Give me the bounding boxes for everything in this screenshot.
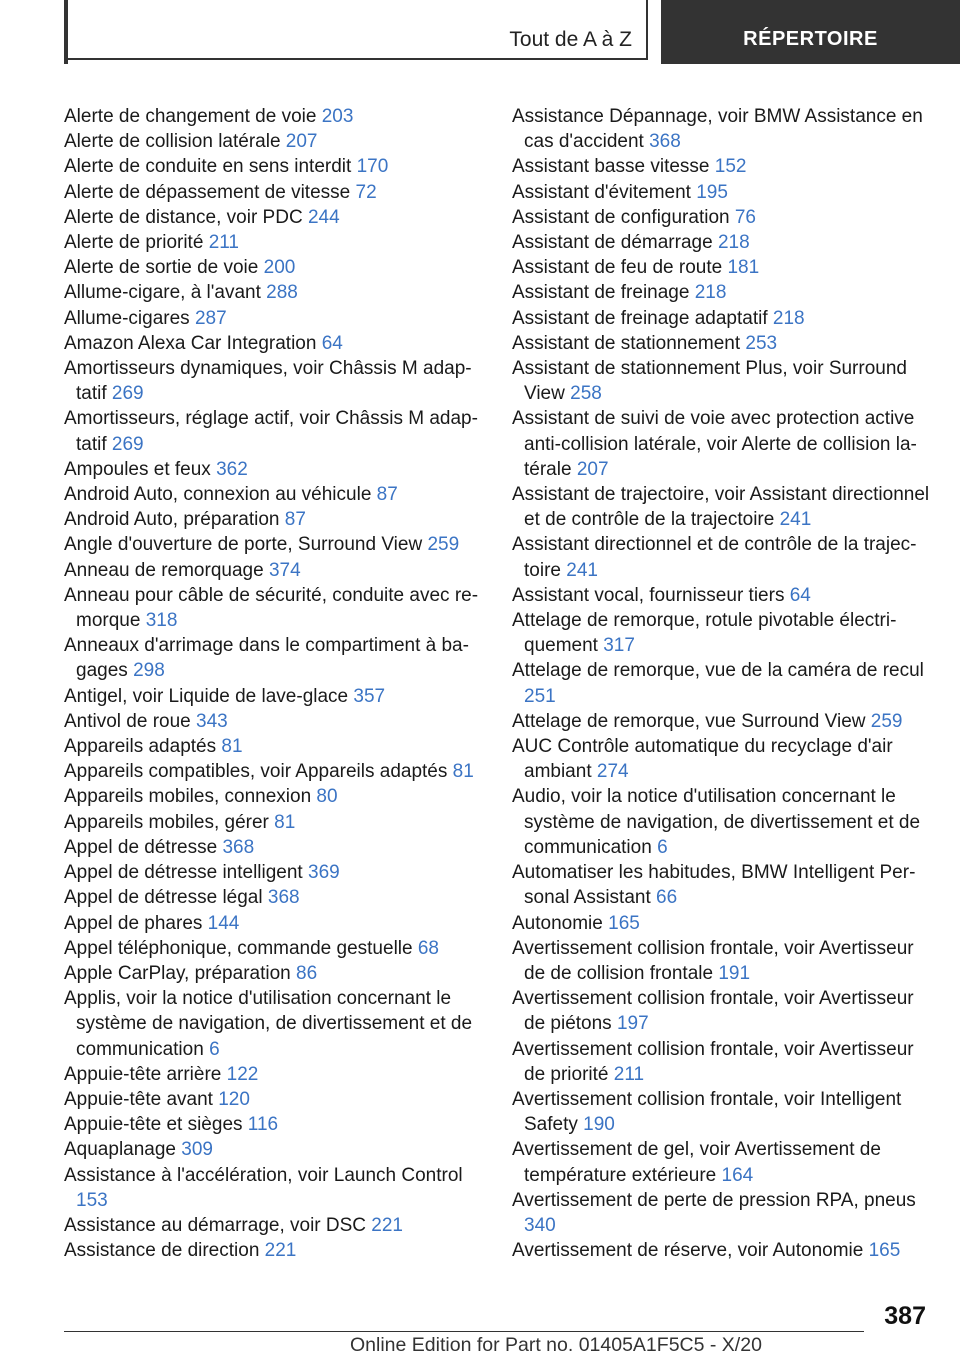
page-link[interactable]: 164 (721, 1164, 754, 1186)
index-entry (64, 885, 484, 910)
index-entry (64, 406, 484, 456)
index-entry (64, 104, 484, 129)
index-entry (512, 230, 932, 255)
index-entry (512, 406, 932, 482)
index-entry (64, 306, 484, 331)
index-entry (512, 306, 932, 331)
page-link[interactable]: 288 (266, 282, 298, 304)
index-entry (64, 911, 484, 936)
index-term: Allume-cigare, à l'avant (64, 282, 261, 304)
index-entry (512, 331, 932, 356)
index-term: Avertissement collision frontale, voir Avertisseur de piétons (512, 988, 914, 1035)
index-column-right (512, 104, 932, 1263)
index-entry (512, 1238, 932, 1263)
index-entry (64, 180, 484, 205)
page-link[interactable]: 152 (714, 156, 747, 178)
index-term: Antigel, voir Liquide de lave-glace (64, 685, 349, 707)
index-term: Assistant de suivi de voie avec protection active anti-collision latérale, voir Alerte de collision latérale (512, 408, 917, 480)
index-entry (64, 583, 484, 633)
index-term: Antivol de roue (64, 710, 191, 732)
index-entry (512, 154, 932, 179)
index-term: Assistant de trajectoire, voir Assistant directionnel et de contrôle de la trajectoire (512, 484, 930, 531)
index-term: Alerte de distance, voir PDC (64, 206, 303, 228)
index-term: Anneau pour câble de sécurité, conduite avec remorque (64, 584, 479, 632)
index-entry (512, 1087, 932, 1137)
index-entry (64, 280, 484, 305)
index-term: Assistant de stationnement (512, 332, 741, 354)
index-term: Assistance de direction (64, 1240, 260, 1262)
index-entry (512, 205, 932, 230)
index-term: Assistant de feu de route (512, 257, 723, 279)
index-entry (512, 860, 932, 910)
index-term: Assistant basse vitesse (512, 156, 710, 178)
index-term: Appel de détresse (64, 836, 218, 858)
page-link[interactable]: 274 (596, 761, 629, 783)
index-term: Appareils mobiles, gérer (64, 811, 269, 833)
page-link[interactable]: 269 (111, 383, 144, 405)
page-link[interactable]: 218 (772, 307, 805, 329)
index-term: Avertissement de réserve, voir Autonomie (512, 1240, 864, 1262)
page-link[interactable]: 72 (355, 181, 377, 203)
index-term: Assistant de configuration (512, 206, 730, 228)
index-entry (64, 558, 484, 583)
index-term: Attelage de remorque, rotule pivotable électriquement (512, 610, 897, 657)
index-entry (64, 532, 484, 557)
index-entry (512, 583, 932, 608)
index-term: Avertissement collision frontale, voir Avertisseur de priorité (512, 1038, 914, 1085)
index-term: Appareils mobiles, connexion (64, 786, 312, 808)
index-entry (64, 1112, 484, 1137)
page-link[interactable]: 211 (208, 232, 239, 254)
index-entry (64, 331, 484, 356)
page-link[interactable]: 195 (696, 181, 728, 203)
page-link[interactable]: 120 (218, 1088, 250, 1110)
page-link[interactable]: 253 (745, 332, 778, 354)
index-entry (64, 1163, 484, 1213)
index-entry (64, 986, 484, 1062)
page-link[interactable]: 66 (656, 887, 678, 909)
page-link[interactable]: 80 (316, 786, 338, 808)
index-entry (512, 255, 932, 280)
index-term: Assistance au démarrage, voir DSC (64, 1214, 367, 1236)
page-link[interactable]: 86 (296, 962, 318, 984)
index-term: Assistant d'évitement (512, 181, 691, 203)
index-entry (64, 810, 484, 835)
page-link[interactable]: 64 (789, 584, 811, 606)
index-term: Attelage de remorque, vue de la caméra de recul (512, 660, 924, 682)
index-entry (64, 1238, 484, 1263)
page-link[interactable]: 153 (76, 1189, 108, 1211)
index-term: Assistant de freinage (512, 282, 690, 304)
page-link[interactable]: 87 (376, 484, 398, 506)
page-link[interactable]: 203 (321, 106, 354, 127)
index-entry (512, 1037, 932, 1087)
page-link[interactable]: 211 (613, 1063, 645, 1085)
index-entry (64, 129, 484, 154)
index-term: Angle d'ouverture de porte, Surround View (64, 534, 423, 556)
page-link[interactable]: 181 (727, 257, 760, 279)
index-term: Alerte de changement de voie (64, 106, 317, 127)
page-link[interactable]: 368 (649, 131, 681, 153)
page-link[interactable]: 116 (247, 1114, 279, 1136)
index-term: Apple CarPlay, préparation (64, 962, 291, 984)
page-link[interactable]: 241 (566, 559, 598, 581)
index-term: Assistant de démarrage (512, 232, 713, 254)
index-term: Appuie-tête arrière (64, 1063, 222, 1085)
index-term: Android Auto, connexion au véhicule (64, 484, 372, 506)
index-term: Appuie-tête et sièges (64, 1114, 243, 1136)
page-link[interactable]: 170 (356, 156, 389, 178)
section-tab-label: Tout de A à Z (509, 28, 632, 51)
page-link[interactable]: 200 (263, 257, 296, 279)
index-entry (64, 784, 484, 809)
page-link[interactable]: 218 (694, 282, 727, 304)
page-link[interactable]: 81 (274, 811, 296, 833)
index-term: Amazon Alexa Car Integration (64, 332, 317, 354)
page-link[interactable]: 340 (524, 1214, 556, 1236)
page-link[interactable]: 76 (734, 206, 756, 228)
page-link[interactable]: 218 (717, 232, 750, 254)
page-link[interactable]: 207 (285, 131, 318, 153)
index-entry (512, 1137, 932, 1187)
page-link[interactable]: 368 (222, 836, 255, 858)
page-link[interactable]: 317 (603, 635, 635, 657)
index-term: Avertissement collision frontale, voir Intelligent Safety (512, 1088, 902, 1136)
index-term: Appareils adaptés (64, 736, 217, 758)
index-term: Appel de phares (64, 912, 203, 934)
page-link[interactable]: 369 (308, 862, 340, 884)
index-entry (64, 961, 484, 986)
page-link[interactable]: 287 (194, 307, 227, 329)
index-entry (64, 860, 484, 885)
index-entry (64, 936, 484, 961)
page-link[interactable]: 6 (209, 1038, 220, 1060)
index-term: Amortisseurs dynamiques, voir Châssis M adaptatif (64, 358, 472, 405)
index-entry (512, 532, 932, 582)
index-term: Alerte de dépassement de vitesse (64, 181, 351, 203)
index-term: Assistant directionnel et de contrôle de la trajectoire (512, 534, 917, 581)
index-term: Audio, voir la notice d'utilisation concernant le système de navigation, de divertissement et de communication (512, 786, 921, 858)
page-link[interactable]: 309 (181, 1139, 213, 1161)
page-link[interactable]: 362 (216, 458, 248, 480)
page-link[interactable]: 251 (524, 685, 556, 707)
active-tab[interactable] (661, 0, 960, 64)
page-link[interactable]: 259 (427, 534, 460, 556)
footer-rule (64, 1331, 864, 1332)
page-link[interactable]: 165 (608, 912, 640, 934)
page-link[interactable]: 144 (207, 912, 240, 934)
index-entry (512, 608, 932, 658)
index-entry (512, 734, 932, 784)
index-term: Ampoules et feux (64, 458, 211, 480)
index-term: Alerte de collision latérale (64, 131, 281, 153)
page-link[interactable]: 269 (111, 433, 144, 455)
index-entry (512, 709, 932, 734)
page-link[interactable]: 68 (417, 937, 439, 959)
index-entry (512, 104, 932, 154)
page-link[interactable]: 207 (576, 458, 609, 480)
page-link[interactable]: 190 (583, 1114, 615, 1136)
index-entry (64, 482, 484, 507)
index-entry (64, 734, 484, 759)
index-term: Avertissement collision frontale, voir Avertisseur de de collision frontale (512, 937, 914, 984)
index-term: Appel de détresse intelligent (64, 862, 303, 884)
index-term: Attelage de remorque, vue Surround View (512, 710, 866, 732)
index-term: Appel téléphonique, commande gestuelle (64, 937, 413, 959)
index-entry (64, 1213, 484, 1238)
index-term: Autonomie (512, 912, 603, 934)
index-entry (512, 356, 932, 406)
page-link[interactable]: 64 (321, 332, 343, 354)
index-term: Appuie-tête avant (64, 1088, 213, 1110)
page-link[interactable]: 368 (267, 887, 300, 909)
index-entry (512, 482, 932, 532)
footer-edition: Online Edition for Part no. 01405A1F5C5 - X/20 (350, 1334, 762, 1356)
index-entry (512, 280, 932, 305)
page-link[interactable]: 221 (371, 1214, 403, 1236)
index-term: Allume-cigares (64, 307, 190, 329)
active-tab-label: RÉPERTOIRE (743, 28, 878, 50)
index-term: Automatiser les habitudes, BMW Intelligent Personal Assistant (512, 862, 916, 909)
index-entry (512, 1188, 932, 1238)
page-link[interactable]: 258 (570, 383, 602, 405)
page-link[interactable]: 221 (264, 1240, 297, 1262)
index-entry (64, 356, 484, 406)
index-term: Applis, voir la notice d'utilisation concernant le système de navigation, de divertissement et de communication (64, 988, 473, 1060)
page-link[interactable]: 343 (196, 710, 228, 732)
page-link[interactable]: 318 (145, 610, 178, 632)
page-link[interactable]: 191 (718, 962, 751, 984)
index-term: Amortisseurs, réglage actif, voir Châssis M adaptatif (64, 408, 478, 455)
index-entry (512, 936, 932, 986)
index-term: Avertissement de gel, voir Avertissement de température extérieure (512, 1139, 881, 1186)
page-link[interactable]: 244 (307, 206, 340, 228)
index-term: Assistant de freinage adaptatif (512, 307, 768, 329)
index-term: Assistance à l'accélération, voir Launch Control (64, 1164, 463, 1186)
index-entry (64, 759, 484, 784)
index-term: Assistant de stationnement Plus, voir Surround View (512, 358, 907, 405)
index-entry (64, 255, 484, 280)
index-entry (64, 1087, 484, 1112)
page-link[interactable]: 81 (452, 761, 474, 783)
index-term: Assistant vocal, fournisseur tiers (512, 584, 785, 606)
index-term: Android Auto, préparation (64, 509, 280, 531)
index-term: Appel de détresse légal (64, 887, 263, 909)
index-entry (64, 230, 484, 255)
index-entry (512, 986, 932, 1036)
page-link[interactable]: 298 (133, 660, 165, 682)
index-entry (64, 154, 484, 179)
index-entry (64, 835, 484, 860)
page-link[interactable]: 259 (870, 710, 903, 732)
index-entry (512, 658, 932, 708)
page-link[interactable]: 81 (221, 736, 243, 758)
index-entry (64, 507, 484, 532)
index-entry (64, 1062, 484, 1087)
index-term: Avertissement de perte de pression RPA, pneus (512, 1189, 916, 1211)
page-link[interactable]: 165 (868, 1240, 901, 1262)
page-link[interactable]: 122 (226, 1063, 259, 1085)
index-term: Aquaplanage (64, 1139, 176, 1161)
index-term: Alerte de priorité (64, 232, 204, 254)
index-column-left (64, 104, 484, 1263)
index-entry (64, 1137, 484, 1162)
index-term: Appareils compatibles, voir Appareils adaptés (64, 761, 448, 783)
index-entry (64, 684, 484, 709)
index-entry (64, 205, 484, 230)
index-entry (64, 457, 484, 482)
index-entry (512, 180, 932, 205)
page-link[interactable]: 241 (779, 509, 812, 531)
index-entry (512, 911, 932, 936)
index-term: Alerte de conduite en sens interdit (64, 156, 352, 178)
index-term: Anneaux d'arrimage dans le compartiment à bagages (64, 635, 469, 682)
page-number: 387 (884, 1302, 926, 1330)
index-term: Assistance Dépannage, voir BMW Assistance en cas d'accident (512, 106, 923, 153)
page-link[interactable]: 6 (657, 836, 668, 858)
index-term: Alerte de sortie de voie (64, 257, 259, 279)
section-tab[interactable] (64, 0, 648, 60)
index-term: Anneau de remorquage (64, 559, 264, 581)
index-entry (64, 633, 484, 683)
index-entry (64, 709, 484, 734)
index-entry (512, 784, 932, 860)
page-link[interactable]: 357 (353, 685, 386, 707)
page-link[interactable]: 374 (268, 559, 301, 581)
page-link[interactable]: 197 (616, 1013, 649, 1035)
page-link[interactable]: 87 (284, 509, 306, 531)
index-term: AUC Contrôle automatique du recyclage d'air ambiant (512, 736, 893, 783)
